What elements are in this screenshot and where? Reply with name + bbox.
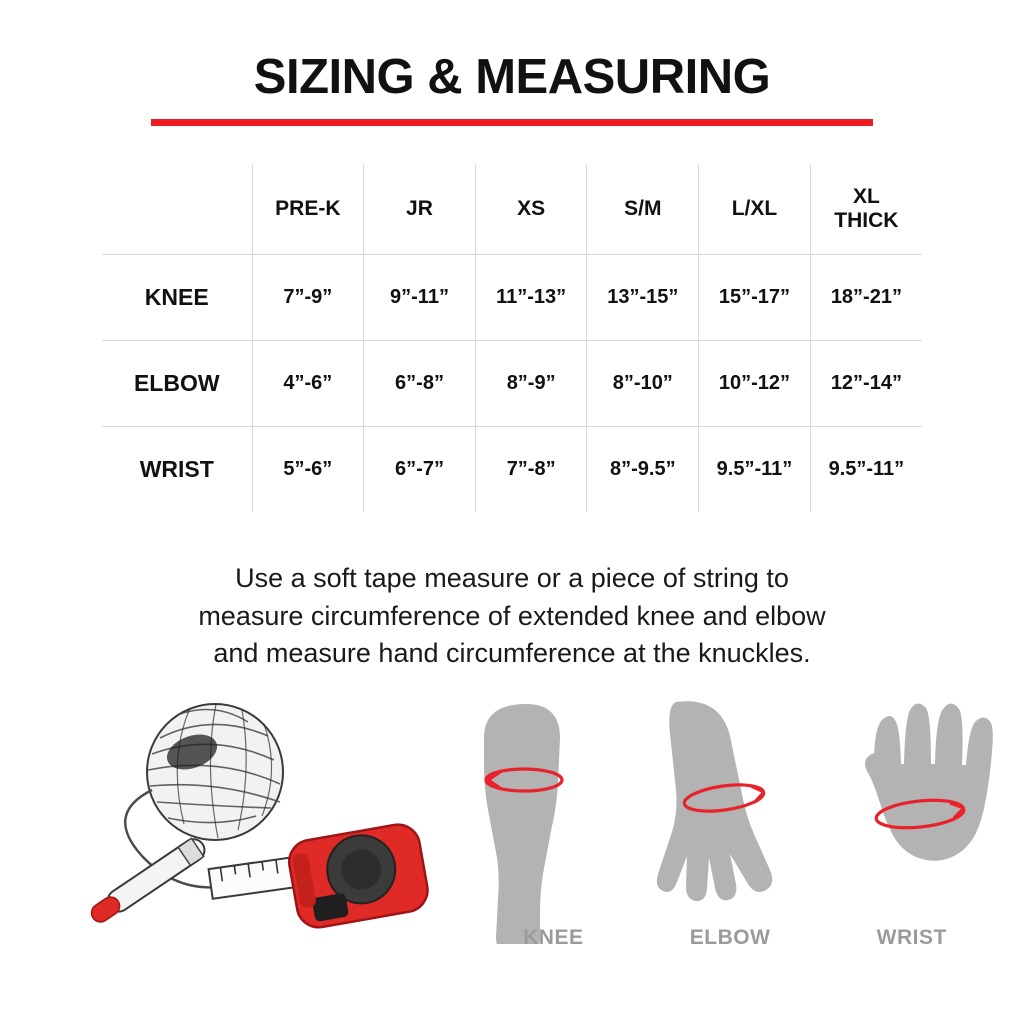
cell-knee-xs: 11”-13”	[475, 255, 587, 341]
limb-label-row	[470, 926, 1000, 950]
column-header-sm: S/M	[587, 164, 699, 255]
cell-elbow-lxl: 10”-12”	[699, 341, 811, 427]
cell-knee-sm: 13”-15”	[587, 255, 699, 341]
string-and-tape-measure-icon	[40, 694, 460, 944]
instructions-line-1: Use a soft tape measure or a piece of string to	[235, 563, 789, 594]
row-label-elbow: ELBOW	[102, 341, 252, 427]
elbow-arm-icon	[657, 701, 772, 901]
knee-leg-icon	[484, 704, 562, 944]
cell-elbow-xl-thick: 12”-14”	[810, 341, 922, 427]
cell-elbow-pre-k: 4”-6”	[252, 341, 364, 427]
table-header-row	[102, 164, 922, 255]
column-header-xl-thick-line1: XL	[852, 185, 880, 209]
sizing-table-container	[102, 164, 922, 512]
instructions-line-2: measure circumference of extended knee and elbow	[198, 600, 826, 631]
cell-elbow-xs: 8”-9”	[475, 341, 587, 427]
cell-wrist-xs: 7”-8”	[475, 427, 587, 513]
limb-label-knee: KNEE	[523, 926, 584, 950]
cell-knee-pre-k: 7”-9”	[252, 255, 364, 341]
cell-knee-xl-thick: 18”-21”	[810, 255, 922, 341]
page-header	[0, 0, 1024, 126]
cell-wrist-pre-k: 5”-6”	[252, 427, 364, 513]
title-underline-rule	[151, 119, 873, 126]
table-row	[102, 255, 922, 341]
limb-illustrations	[470, 694, 1000, 944]
table-row	[102, 427, 922, 513]
cell-wrist-jr: 6”-7”	[364, 427, 476, 513]
column-header-lxl: L/XL	[699, 164, 811, 255]
table-head	[102, 164, 922, 255]
row-label-knee: KNEE	[102, 255, 252, 341]
limbs-diagram	[470, 694, 1000, 944]
column-header-xs: XS	[475, 164, 587, 255]
table-body	[102, 255, 922, 513]
cell-elbow-jr: 6”-8”	[364, 341, 476, 427]
sizing-table	[102, 164, 922, 512]
column-header-xl-thick	[810, 164, 922, 255]
column-header-jr: JR	[364, 164, 476, 255]
table-corner-cell	[102, 164, 252, 255]
column-header-pre-k: PRE-K	[252, 164, 364, 255]
cell-wrist-xl-thick: 9.5”-11”	[810, 427, 922, 513]
cell-wrist-sm: 8”-9.5”	[587, 427, 699, 513]
page-title: SIZING & MEASURING	[253, 50, 771, 104]
cell-elbow-sm: 8”-10”	[587, 341, 699, 427]
limb-label-elbow: ELBOW	[689, 926, 771, 950]
limb-label-wrist: WRIST	[876, 926, 947, 950]
cell-wrist-lxl: 9.5”-11”	[699, 427, 811, 513]
cell-knee-jr: 9”-11”	[364, 255, 476, 341]
cell-knee-lxl: 15”-17”	[699, 255, 811, 341]
instructions-line-3: and measure hand circumference at the knuckles.	[213, 637, 811, 668]
tools-illustration	[40, 694, 460, 944]
illustration-area	[0, 694, 1024, 994]
wrist-hand-icon	[865, 704, 993, 861]
row-label-wrist: WRIST	[102, 427, 252, 513]
column-header-xl-thick-line2: THICK	[834, 209, 899, 233]
measuring-instructions	[72, 560, 952, 672]
table-row	[102, 341, 922, 427]
